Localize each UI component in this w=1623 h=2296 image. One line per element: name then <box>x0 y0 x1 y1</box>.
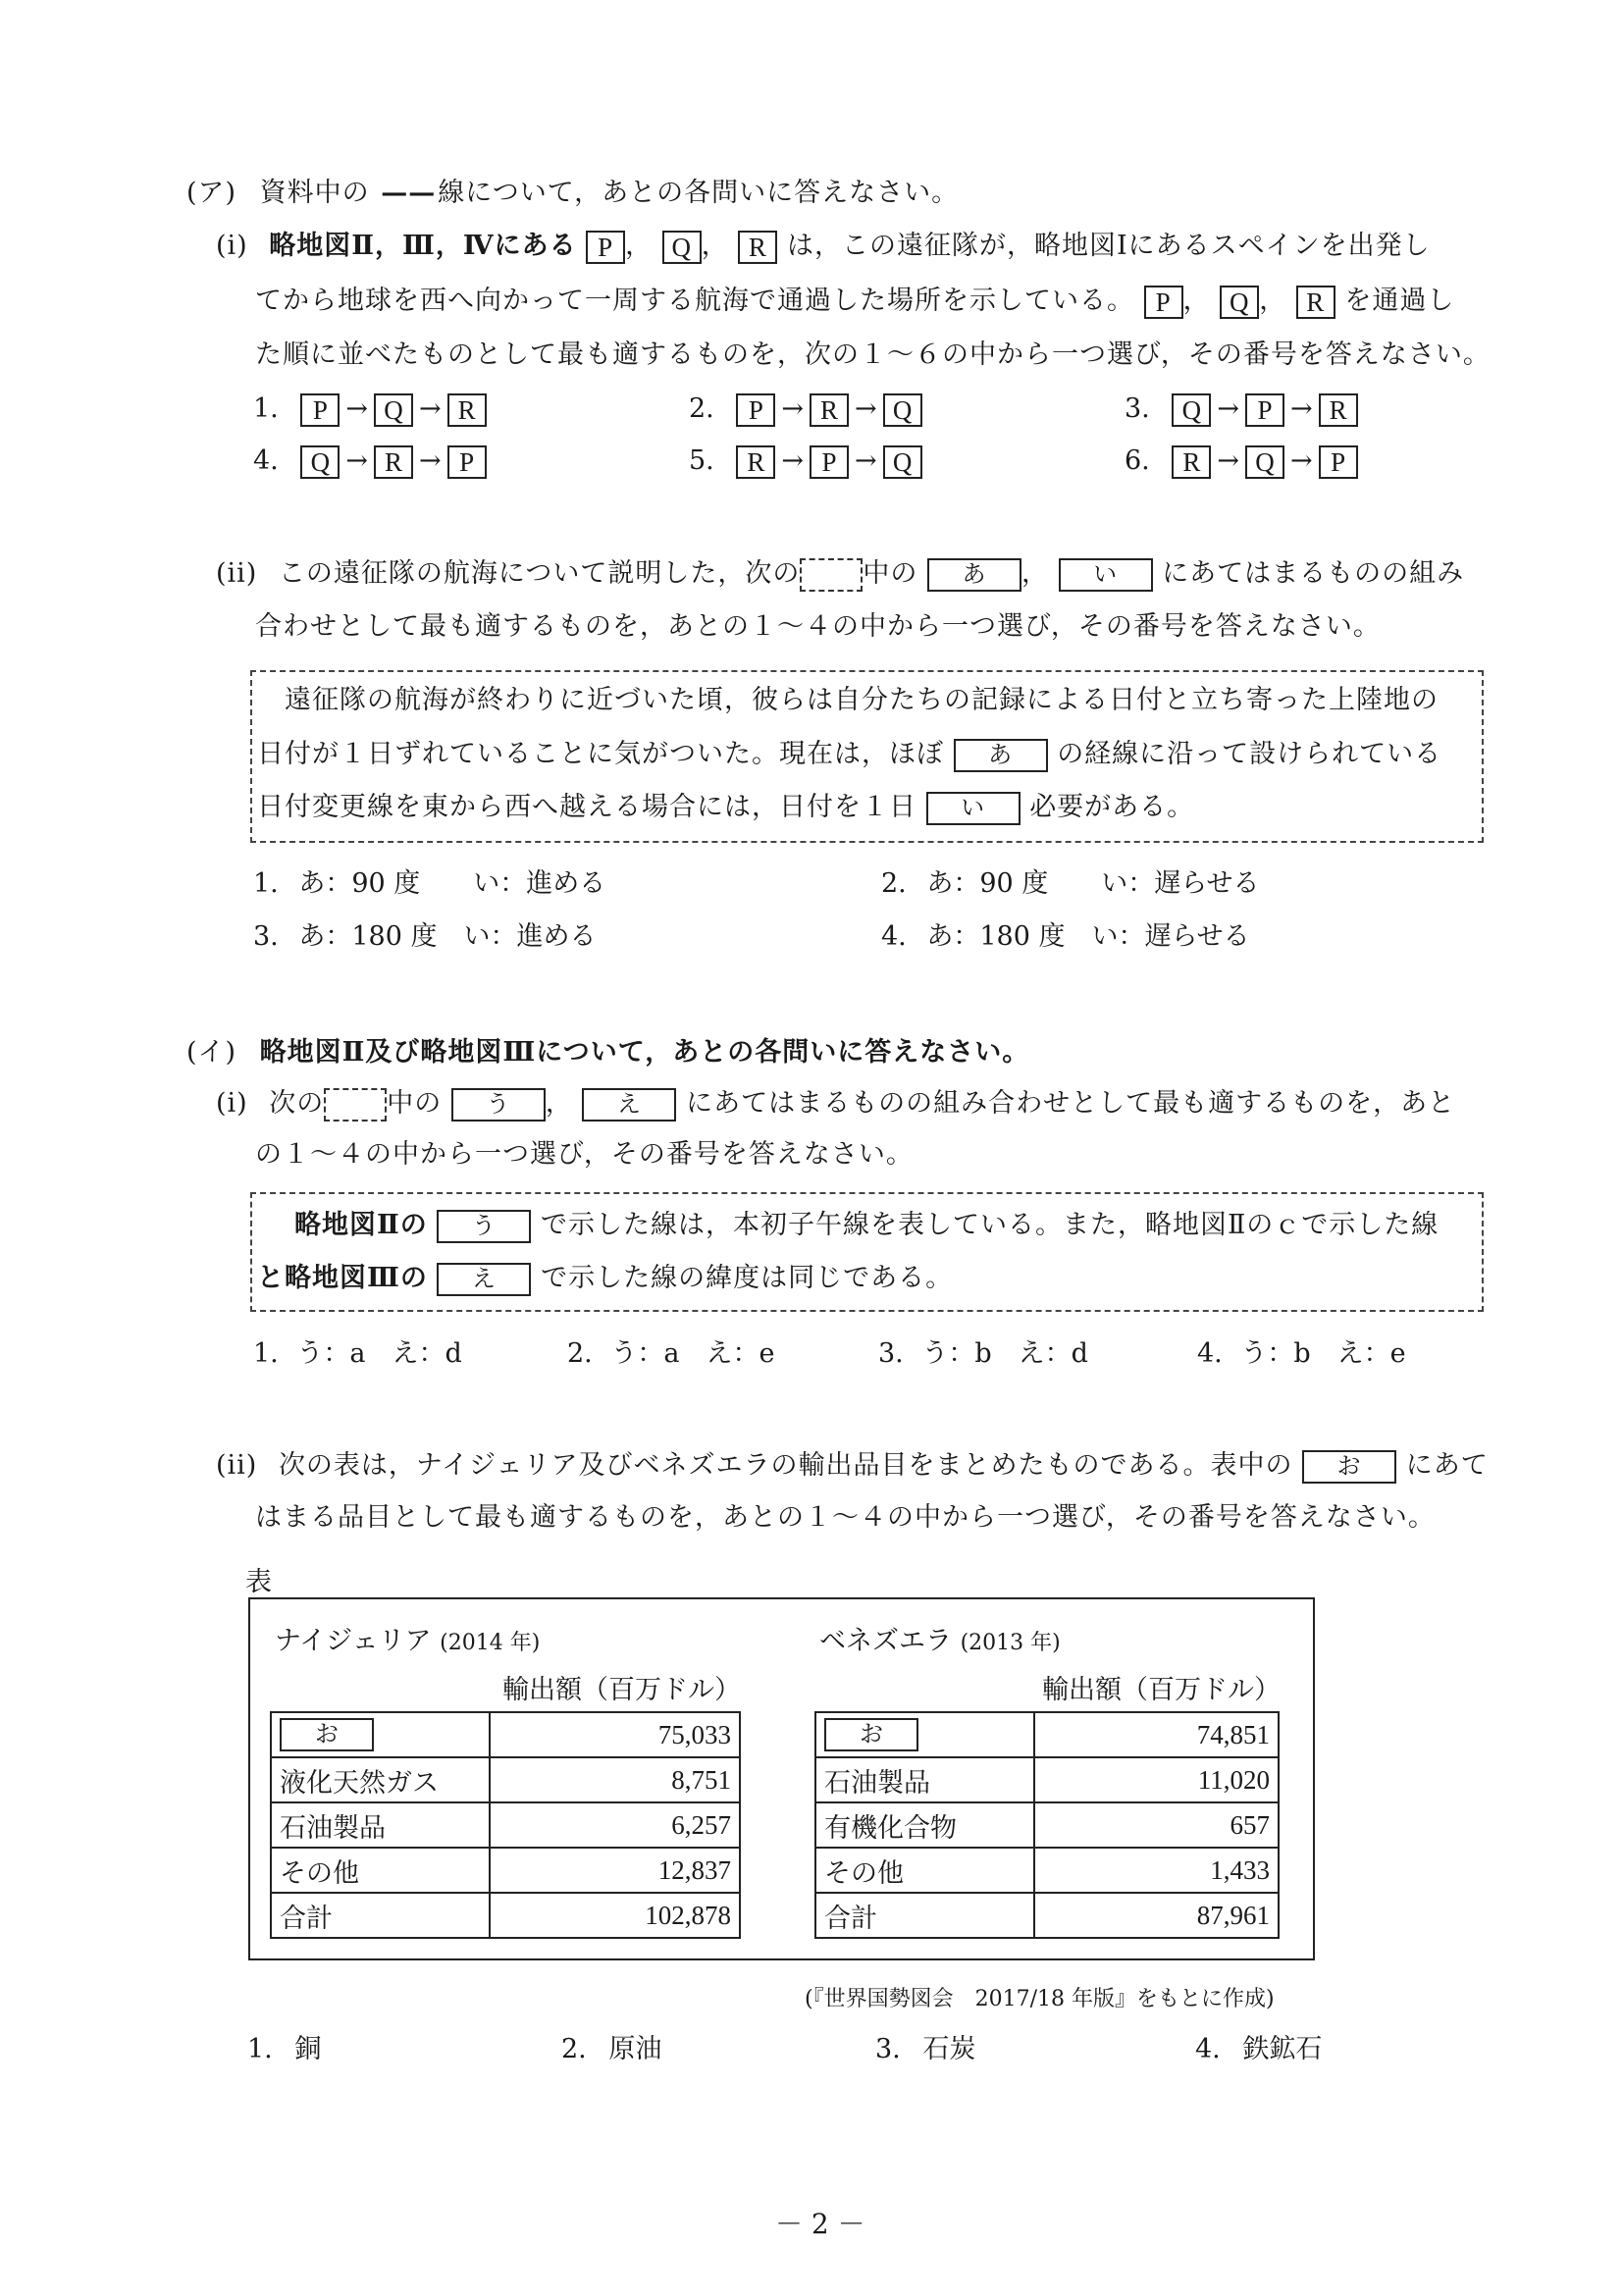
panel-b-line2: と略地図Ⅲの え で示した線の緯度は同じである。 <box>257 1262 953 1296</box>
choice-b2-3[interactable]: 3. 石炭 <box>875 2034 976 2064</box>
choice-a2-3[interactable]: 3. あ：180 度 い：進める <box>253 921 597 952</box>
q-a1-label: (i) <box>216 231 248 261</box>
choice-a1-3[interactable]: 3. Q → P → R <box>1125 392 1358 427</box>
answer-box-p: P <box>1144 286 1183 319</box>
arrow-icon: → <box>1217 445 1239 476</box>
nigeria-unit-header: 輸出額（百万ドル） <box>502 1675 741 1705</box>
q-b2-line1: (ii) 次の表は，ナイジェリア及びベネズエラの輸出品目をまとめたものである。表中の お にあて <box>216 1449 1489 1484</box>
table-title: 表 <box>245 1567 273 1597</box>
underline-marker: —— <box>381 178 437 208</box>
answer-box-r: R <box>1296 286 1335 319</box>
choice-a1-4[interactable]: 4. Q → R → P <box>253 444 487 479</box>
arrow-icon: → <box>781 393 804 424</box>
choice-b2-2[interactable]: 2. 原油 <box>561 2034 662 2064</box>
dashed-frame-marker <box>324 1088 387 1122</box>
choice-a1-6[interactable]: 6. R → Q → P <box>1125 444 1358 479</box>
choice-a1-5[interactable]: 5. R → P → Q <box>689 444 922 479</box>
q-b1-line1: (i) 次の 中の う ， え にあてはまるものの組み合わせとして最も適するものを，あと <box>216 1087 1455 1122</box>
answer-box-p: P <box>586 231 625 264</box>
section-b-label: (イ) <box>186 1037 237 1068</box>
q-b1-label: (i) <box>216 1088 248 1119</box>
q-a1-line1: (i) 略地図Ⅱ，Ⅲ，Ⅳにある P ， Q ， R は，この遠征隊が，略地図Ⅰにあるスペインを出発し <box>216 231 1431 262</box>
section-a-heading: (ア) 資料中の ——線について，あとの各問いに答えなさい。 <box>186 178 960 208</box>
arrow-icon: → <box>418 445 442 476</box>
arrow-icon: → <box>345 445 368 476</box>
answer-box-r: R <box>738 231 777 264</box>
q-b2-label: (ii) <box>216 1450 258 1481</box>
q-a2-label: (ii) <box>216 558 258 589</box>
table-row: その他 1,433 <box>815 1848 1279 1893</box>
answer-box-o: お <box>1302 1450 1396 1484</box>
table-row: その他 12,837 <box>271 1848 740 1893</box>
arrow-icon: → <box>781 445 804 476</box>
answer-box-i: い <box>926 792 1021 825</box>
answer-box-a: あ <box>954 739 1048 772</box>
table-row: 液化天然ガス 8,751 <box>271 1757 740 1802</box>
answer-box-q: Q <box>662 231 702 264</box>
table-row: お 75,033 <box>271 1712 740 1757</box>
panel-b-line1: 略地図Ⅱの う で示した線は，本初子午線を表している。また，略地図Ⅱのｃで示した線 <box>294 1209 1439 1243</box>
arrow-icon: → <box>854 445 877 476</box>
choice-b1-2[interactable]: 2. う：a え：e <box>567 1338 775 1369</box>
answer-box-q: Q <box>1220 286 1259 319</box>
choice-b2-4[interactable]: 4. 鉄鉱石 <box>1195 2034 1323 2064</box>
q-a2-line2: 合わせとして最も適するものを，あとの１～４の中から一つ選び，その番号を答えなさい。 <box>255 611 1381 642</box>
nigeria-table <box>270 1711 741 1939</box>
nigeria-title: ナイジェリア (2014 年) <box>275 1626 541 1656</box>
panel-a-line3: 日付変更線を東から西へ越える場合には，日付を１日 い 必要がある。 <box>257 791 1194 825</box>
answer-box-o: お <box>824 1718 918 1751</box>
table-source: (『世界国勢図会 2017/18 年版』をもとに作成) <box>805 1987 1275 2011</box>
answer-box-i: い <box>1059 558 1153 592</box>
venezuela-unit-header: 輸出額（百万ドル） <box>1042 1675 1281 1705</box>
table-row: お 74,851 <box>815 1712 1279 1757</box>
choice-a1-1[interactable]: 1. P → Q → R <box>253 392 487 427</box>
answer-box-e: え <box>582 1088 676 1122</box>
arrow-icon: → <box>1289 445 1313 476</box>
venezuela-table <box>814 1711 1280 1939</box>
page-number: － 2 － <box>775 2208 865 2240</box>
panel-a-line1: 遠征隊の航海が終わりに近づいた頃，彼らは自分たちの記録による日付と立ち寄った上陸地の <box>285 685 1439 715</box>
answer-box-e: え <box>437 1263 531 1296</box>
choice-b1-4[interactable]: 4. う：b え：e <box>1197 1338 1406 1369</box>
q-a1-line3: た順に並べたものとして最も適するものを，次の１～６の中から一つ選び，その番号を答えなさい。 <box>255 339 1491 370</box>
table-row: 合計 87,961 <box>815 1893 1279 1938</box>
answer-box-o: お <box>280 1718 374 1751</box>
choice-b2-1[interactable]: 1. 銅 <box>247 2034 322 2064</box>
section-a-label: (ア) <box>186 178 237 208</box>
table-row: 合計 102,878 <box>271 1893 740 1938</box>
choice-a2-4[interactable]: 4. あ：180 度 い：遅らせる <box>881 921 1250 952</box>
q-a2-line1: (ii) この遠征隊の航海について説明した，次の 中の あ ， い にあてはまるものの組み <box>216 557 1464 592</box>
answer-box-a: あ <box>927 558 1021 592</box>
choice-a2-1[interactable]: 1. あ：90 度 い：進める <box>253 868 606 899</box>
q-a1-line2: てから地球を西へ向かって一周する航海で通過した場所を示している。 P ， Q ， R を通過し <box>255 286 1455 317</box>
arrow-icon: → <box>854 393 877 424</box>
choice-b1-1[interactable]: 1. う：a え：d <box>253 1338 462 1369</box>
q-b1-line2: の１～４の中から一つ選び，その番号を答えなさい。 <box>255 1139 914 1170</box>
choice-a1-2[interactable]: 2. P → R → Q <box>689 392 922 427</box>
choice-a2-2[interactable]: 2. あ：90 度 い：遅らせる <box>881 868 1260 899</box>
answer-box-u: う <box>451 1088 546 1122</box>
table-row: 石油製品 6,257 <box>271 1802 740 1848</box>
arrow-icon: → <box>418 393 442 424</box>
table-row: 石油製品 11,020 <box>815 1757 1279 1802</box>
dashed-frame-marker <box>800 558 863 592</box>
q-b2-line2: はまる品目として最も適するものを，あとの１～４の中から一つ選び，その番号を答えなさい。 <box>255 1502 1436 1533</box>
venezuela-title: ベネズエラ (2013 年) <box>819 1626 1061 1656</box>
answer-box-u: う <box>437 1210 531 1243</box>
arrow-icon: → <box>345 393 368 424</box>
arrow-icon: → <box>1217 393 1239 424</box>
arrow-icon: → <box>1289 393 1313 424</box>
panel-a-line2: 日付が１日ずれていることに気がついた。現在は，ほぼ あ の経線に沿って設けられている <box>257 738 1441 772</box>
section-b-heading: (イ) 略地図Ⅱ及び略地図Ⅲについて，あとの各問いに答えなさい。 <box>186 1037 1030 1068</box>
table-row: 有機化合物 657 <box>815 1802 1279 1848</box>
choice-b1-3[interactable]: 3. う：b え：d <box>878 1338 1088 1369</box>
